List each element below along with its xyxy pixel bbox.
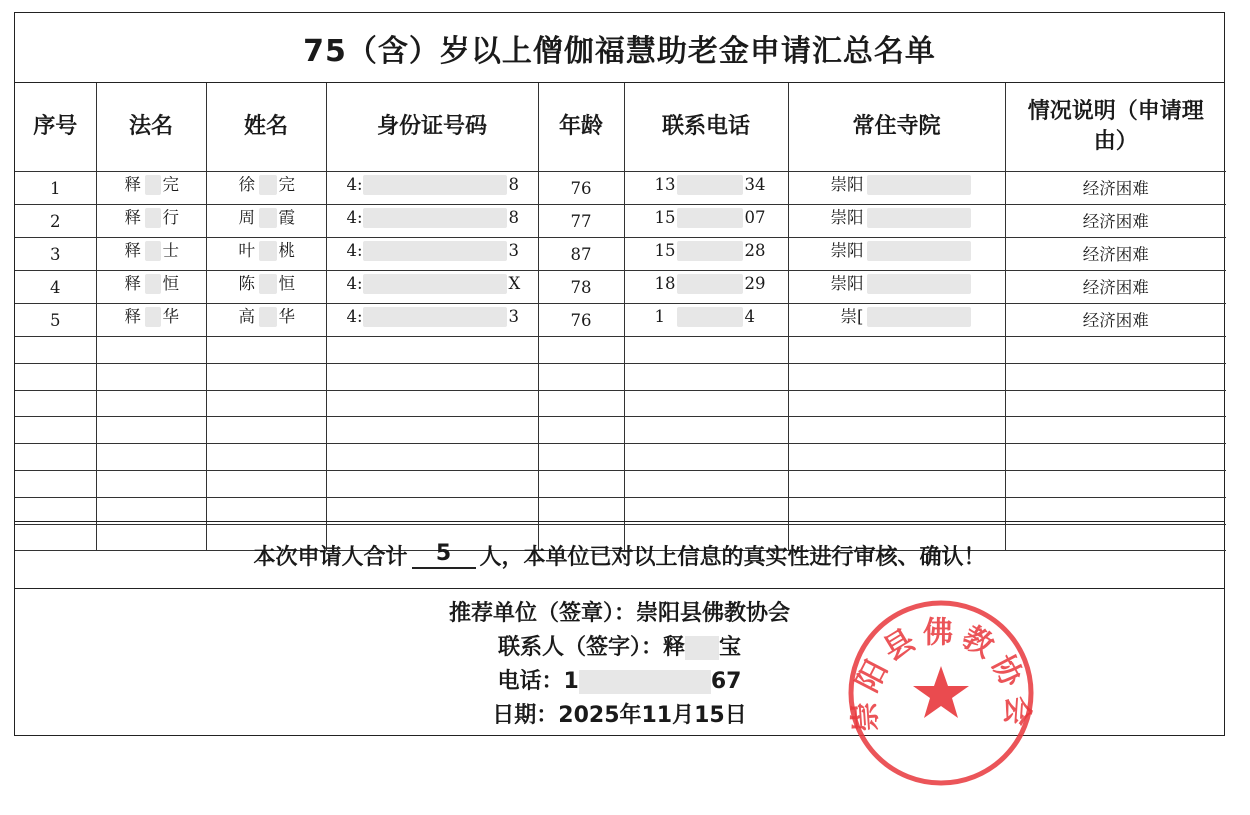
temple — [788, 172, 1005, 205]
table-row — [15, 271, 1226, 304]
empty-cell — [624, 337, 788, 364]
empty-table-row — [15, 337, 1226, 364]
empty-cell — [788, 417, 1005, 444]
text-end: 3 — [508, 307, 519, 326]
empty-cell — [1005, 363, 1226, 390]
empty-cell — [15, 470, 96, 497]
person-name — [206, 271, 326, 304]
phone — [624, 304, 788, 337]
cell-content — [625, 205, 788, 230]
empty-cell — [624, 444, 788, 471]
redaction-mark — [677, 274, 743, 294]
reason: 经济困难 — [1005, 172, 1226, 205]
reason: 经济困难 — [1005, 238, 1226, 271]
redaction-mark — [867, 274, 971, 294]
phone — [624, 205, 788, 238]
dharma-name — [96, 172, 206, 205]
redaction-mark — [259, 175, 277, 195]
empty-table-row — [15, 444, 1226, 471]
empty-table-row — [15, 390, 1226, 417]
text-start: 13 — [654, 175, 676, 194]
text-start: 4: — [346, 208, 363, 227]
empty-cell — [624, 417, 788, 444]
temple-name: 崇阳 — [830, 208, 864, 227]
dharma-name — [96, 238, 206, 271]
redaction-mark — [145, 241, 161, 261]
temple-name: 崇阳 — [830, 175, 864, 194]
contact-prefix: 联系人（签字）：释 — [497, 635, 685, 660]
person-name — [206, 238, 326, 271]
confirm-suffix: 人，本单位已对以上信息的真实性进行审核、确认！ — [479, 544, 986, 570]
cell-content — [789, 238, 1005, 263]
contact-suffix: 宝 — [719, 635, 742, 660]
date-line: 日期：2025年11月15日 — [492, 703, 747, 728]
table-header-row — [15, 83, 1226, 172]
text-start: 1 — [654, 307, 665, 326]
empty-cell — [538, 470, 624, 497]
text-start: 4: — [346, 175, 363, 194]
redaction-mark — [259, 274, 277, 294]
text-end: 29 — [744, 274, 766, 293]
empty-table-row — [15, 470, 1226, 497]
text-end: 华 — [162, 307, 179, 326]
empty-cell — [788, 444, 1005, 471]
cell-content — [97, 172, 206, 197]
empty-cell — [326, 390, 538, 417]
id-number — [326, 271, 538, 304]
temple-name: 崇[ — [840, 307, 864, 326]
age: 76 — [538, 172, 624, 205]
empty-cell — [326, 363, 538, 390]
row-number: 1 — [15, 172, 96, 205]
id-number — [326, 172, 538, 205]
id-number — [326, 238, 538, 271]
redaction-mark — [145, 274, 161, 294]
empty-cell — [206, 470, 326, 497]
age: 78 — [538, 271, 624, 304]
page-title: 75（含）岁以上僧伽福慧助老金申请汇总名单 — [15, 13, 1224, 83]
age: 76 — [538, 304, 624, 337]
phone-suffix: 67 — [710, 669, 742, 694]
cell-content — [789, 304, 1005, 329]
text-end: 28 — [744, 241, 766, 260]
text-end: 4 — [744, 307, 755, 326]
text-start: 释 — [124, 208, 141, 227]
text-end: 霞 — [278, 208, 295, 227]
empty-cell — [15, 417, 96, 444]
redaction-mark — [685, 636, 719, 660]
cell-content — [207, 304, 326, 329]
applicant-table — [15, 83, 1226, 551]
text-start: 陈 — [238, 274, 255, 293]
id-number — [326, 205, 538, 238]
cell-content — [97, 271, 206, 296]
text-start: 释 — [124, 307, 141, 326]
cell-content — [789, 205, 1005, 230]
text-end: 士 — [162, 241, 179, 260]
temple-name: 崇阳 — [830, 241, 864, 260]
redaction-mark — [145, 307, 161, 327]
dharma-name — [96, 205, 206, 238]
empty-cell — [788, 390, 1005, 417]
cell-content — [327, 205, 538, 230]
cell-content — [97, 304, 206, 329]
text-end: 3 — [508, 241, 519, 260]
empty-cell — [206, 417, 326, 444]
temple — [788, 304, 1005, 337]
text-start: 4: — [346, 241, 363, 260]
cell-content — [625, 172, 788, 197]
empty-cell — [1005, 444, 1226, 471]
recommending-unit: 推荐单位（签章）：崇阳县佛教协会 — [448, 601, 790, 626]
empty-cell — [15, 444, 96, 471]
text-start: 高 — [238, 307, 255, 326]
empty-cell — [206, 444, 326, 471]
text-start: 周 — [238, 208, 255, 227]
empty-cell — [624, 390, 788, 417]
redaction-mark — [867, 175, 971, 195]
text-start: 释 — [124, 241, 141, 260]
empty-cell — [15, 390, 96, 417]
phone-prefix: 电话：1 — [497, 669, 579, 694]
empty-cell — [538, 390, 624, 417]
temple — [788, 271, 1005, 304]
empty-cell — [96, 390, 206, 417]
cell-content — [327, 238, 538, 263]
text-start: 徐 — [238, 175, 255, 194]
text-end: 07 — [744, 208, 766, 227]
empty-table-row — [15, 417, 1226, 444]
cell-content — [789, 172, 1005, 197]
text-end: 恒 — [162, 274, 179, 293]
col-header-reason: 情况说明（申请理由） — [1005, 83, 1226, 172]
official-seal — [846, 598, 1036, 788]
empty-cell — [326, 444, 538, 471]
confirmation-statement — [15, 521, 1224, 589]
col-header-dharma-name: 法名 — [96, 83, 206, 172]
empty-cell — [96, 363, 206, 390]
redaction-mark — [259, 208, 277, 228]
reason: 经济困难 — [1005, 304, 1226, 337]
age: 77 — [538, 205, 624, 238]
person-name — [206, 205, 326, 238]
cell-content — [625, 271, 788, 296]
empty-cell — [538, 444, 624, 471]
empty-cell — [326, 470, 538, 497]
text-start: 18 — [654, 274, 676, 293]
redaction-mark — [677, 208, 743, 228]
col-header-temple: 常住寺院 — [788, 83, 1005, 172]
empty-cell — [538, 363, 624, 390]
col-header-age: 年龄 — [538, 83, 624, 172]
table-row — [15, 238, 1226, 271]
redaction-mark — [145, 175, 161, 195]
empty-cell — [15, 337, 96, 364]
redaction-mark — [363, 307, 507, 327]
seal-text: 崇阳县佛教协会 — [846, 615, 1036, 733]
col-header-name: 姓名 — [206, 83, 326, 172]
phone — [624, 172, 788, 205]
age: 87 — [538, 238, 624, 271]
redaction-mark — [579, 670, 711, 694]
row-number: 3 — [15, 238, 96, 271]
redaction-mark — [363, 274, 507, 294]
text-start: 15 — [654, 241, 676, 260]
person-name — [206, 304, 326, 337]
col-header-phone: 联系电话 — [624, 83, 788, 172]
empty-cell — [538, 337, 624, 364]
cell-content — [97, 238, 206, 263]
contact-phone — [15, 667, 1224, 697]
temple — [788, 238, 1005, 271]
text-end: 华 — [278, 307, 295, 326]
empty-cell — [96, 417, 206, 444]
empty-cell — [624, 470, 788, 497]
empty-cell — [96, 444, 206, 471]
empty-cell — [206, 390, 326, 417]
text-end: 8 — [508, 208, 519, 227]
text-start: 释 — [124, 175, 141, 194]
text-end: 8 — [508, 175, 519, 194]
cell-content — [97, 205, 206, 230]
col-header-id-number: 身份证号码 — [326, 83, 538, 172]
table-row — [15, 172, 1226, 205]
cell-content — [207, 172, 326, 197]
cell-content — [207, 271, 326, 296]
redaction-mark — [867, 307, 971, 327]
redaction-mark — [363, 175, 507, 195]
empty-cell — [624, 363, 788, 390]
text-start: 4: — [346, 307, 363, 326]
redaction-mark — [677, 175, 743, 195]
empty-cell — [326, 337, 538, 364]
redaction-mark — [259, 241, 277, 261]
redaction-mark — [145, 208, 161, 228]
text-end: 34 — [744, 175, 766, 194]
redaction-mark — [677, 241, 743, 261]
col-header-no: 序号 — [15, 83, 96, 172]
redaction-mark — [867, 208, 971, 228]
text-end: 完 — [162, 175, 179, 194]
cell-content — [789, 271, 1005, 296]
contact-person — [15, 633, 1224, 663]
cell-content — [327, 304, 538, 329]
dharma-name — [96, 304, 206, 337]
text-end: 桃 — [278, 241, 295, 260]
confirm-prefix: 本次申请人合计 — [253, 544, 408, 570]
text-end: X — [508, 274, 521, 293]
phone — [624, 271, 788, 304]
text-start: 释 — [124, 274, 141, 293]
empty-cell — [1005, 470, 1226, 497]
cell-content — [327, 172, 538, 197]
cell-content — [207, 238, 326, 263]
text-start: 15 — [654, 208, 676, 227]
dharma-name — [96, 271, 206, 304]
signature-block — [15, 589, 1224, 735]
row-number: 5 — [15, 304, 96, 337]
seal-star-icon — [913, 666, 969, 718]
table-row — [15, 205, 1226, 238]
text-start: 叶 — [238, 241, 255, 260]
row-number: 2 — [15, 205, 96, 238]
redaction-mark — [677, 307, 743, 327]
empty-table-row — [15, 363, 1226, 390]
empty-cell — [1005, 390, 1226, 417]
empty-cell — [15, 363, 96, 390]
empty-cell — [788, 337, 1005, 364]
application-form — [14, 12, 1225, 736]
temple — [788, 205, 1005, 238]
id-number — [326, 304, 538, 337]
person-name — [206, 172, 326, 205]
empty-cell — [96, 337, 206, 364]
empty-cell — [206, 363, 326, 390]
empty-cell — [538, 417, 624, 444]
empty-cell — [1005, 337, 1226, 364]
cell-content — [327, 271, 538, 296]
empty-cell — [788, 363, 1005, 390]
redaction-mark — [259, 307, 277, 327]
redaction-mark — [363, 208, 507, 228]
empty-cell — [206, 337, 326, 364]
phone — [624, 238, 788, 271]
cell-content — [207, 205, 326, 230]
text-end: 完 — [278, 175, 295, 194]
redaction-mark — [363, 241, 507, 261]
empty-cell — [326, 417, 538, 444]
text-end: 恒 — [278, 274, 295, 293]
applicant-count: 5 — [412, 541, 476, 569]
reason: 经济困难 — [1005, 205, 1226, 238]
temple-name: 崇阳 — [830, 274, 864, 293]
redaction-mark — [867, 241, 971, 261]
empty-cell — [788, 470, 1005, 497]
text-end: 行 — [162, 208, 179, 227]
reason: 经济困难 — [1005, 271, 1226, 304]
cell-content — [625, 304, 788, 329]
cell-content — [625, 238, 788, 263]
empty-cell — [96, 470, 206, 497]
row-number: 4 — [15, 271, 96, 304]
text-start: 4: — [346, 274, 363, 293]
empty-cell — [1005, 417, 1226, 444]
table-row — [15, 304, 1226, 337]
